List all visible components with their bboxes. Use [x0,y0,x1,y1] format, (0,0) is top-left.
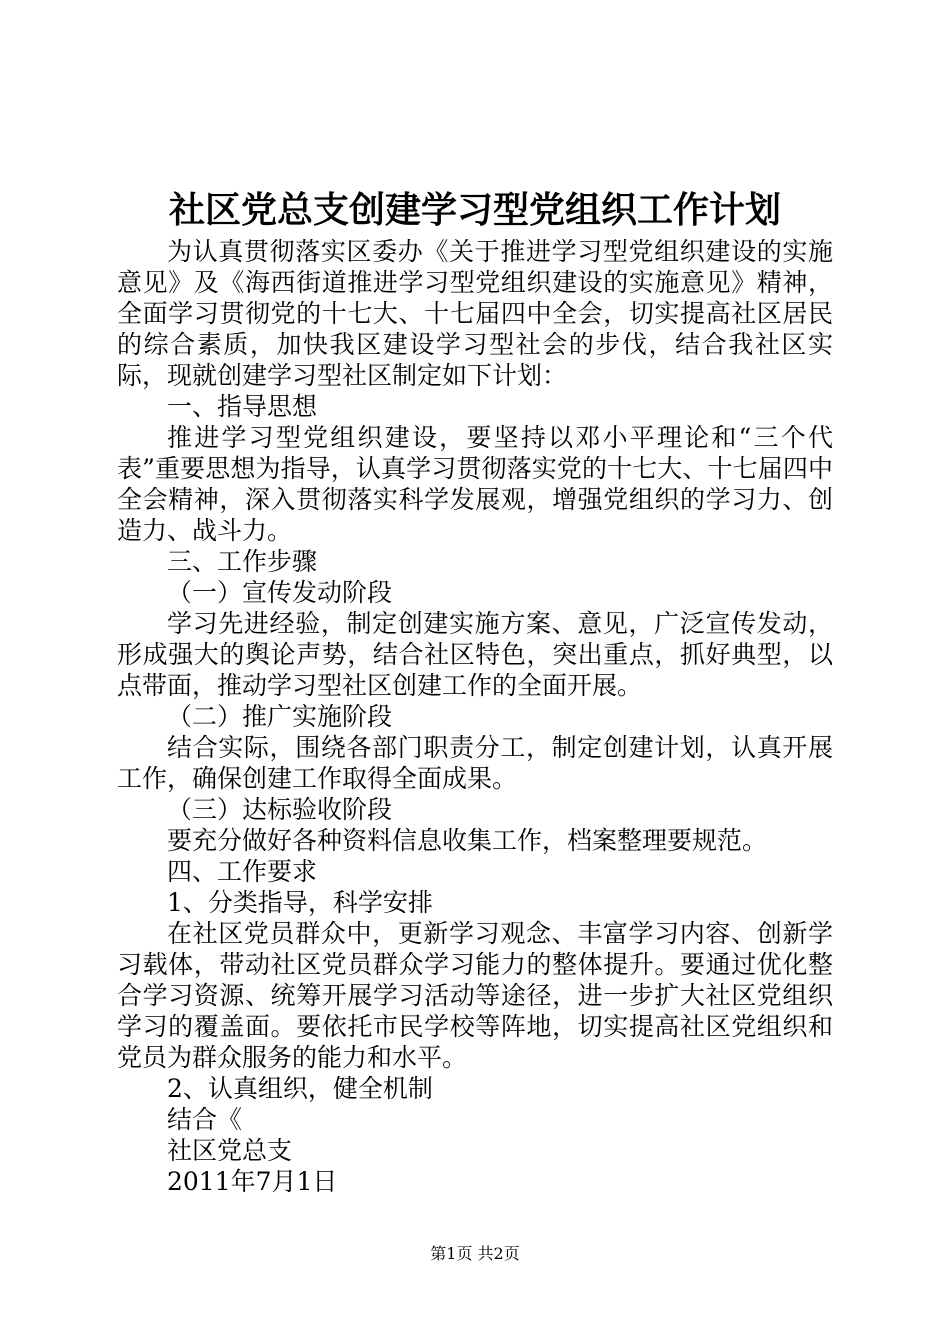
paragraph-stage-1: 学习先进经验，制定创建实施方案、意见，广泛宣传发动，形成强大的舆论声势，结合社区特色，突出重点，抓好典型，以点带面，推动学习型社区创建工作的全面开展。 [117,609,833,700]
subheading-requirement-1: 1、分类指导，科学安排 [167,888,433,917]
signature-organization: 社区党总支 [167,1136,293,1165]
signature-date: 2011年7月1日 [167,1167,338,1196]
subheading-requirement-2: 2、认真组织，健全机制 [167,1074,433,1103]
paragraph-intro: 为认真贯彻落实区委办《关于推进学习型党组织建设的实施意见》及《海西街道推进学习型党组织建设的实施意见》精神，全面学习贯彻党的十七大、十七届四中全会，切实提高社区居民的综合素质，加快我区建设学习型社会的步伐，结合我社区实际，现就创建学习型社区制定如下计划： [117,237,833,390]
paragraph-requirement-2: 结合《 [167,1105,243,1134]
subheading-stage-2: （二）推广实施阶段 [167,702,393,731]
heading-work-steps: 三、工作步骤 [167,547,318,576]
document-body [117,236,833,1197]
subheading-stage-3: （三）达标验收阶段 [167,795,393,824]
page-footer: 第1页 共2页 [430,1244,520,1263]
heading-work-requirements: 四、工作要求 [167,857,318,886]
subheading-stage-1: （一）宣传发动阶段 [167,578,393,607]
paragraph-stage-3: 要充分做好各种资料信息收集工作，档案整理要规范。 [167,826,768,855]
document-title: 社区党总支创建学习型党组织工作计划 [168,189,781,231]
heading-guiding-thought: 一、指导思想 [167,392,318,421]
paragraph-guiding-thought: 推进学习型党组织建设，要坚持以邓小平理论和“三个代表”重要思想为指导，认真学习贯彻落实党的十七大、十七届四中全会精神，深入贯彻落实科学发展观，增强党组织的学习力、创造力、战斗力。 [117,423,833,545]
paragraph-stage-2: 结合实际，围绕各部门职责分工，制定创建计划，认真开展工作，确保创建工作取得全面成果。 [117,733,833,793]
paragraph-requirement-1: 在社区党员群众中，更新学习观念、丰富学习内容、创新学习载体，带动社区党员群众学习能力的整体提升。要通过优化整合学习资源、统筹开展学习活动等途径，进一步扩大社区党组织学习的覆盖面。要依托市民学校等阵地，切实提高社区党组织和党员为群众服务的能力和水平。 [117,919,833,1072]
